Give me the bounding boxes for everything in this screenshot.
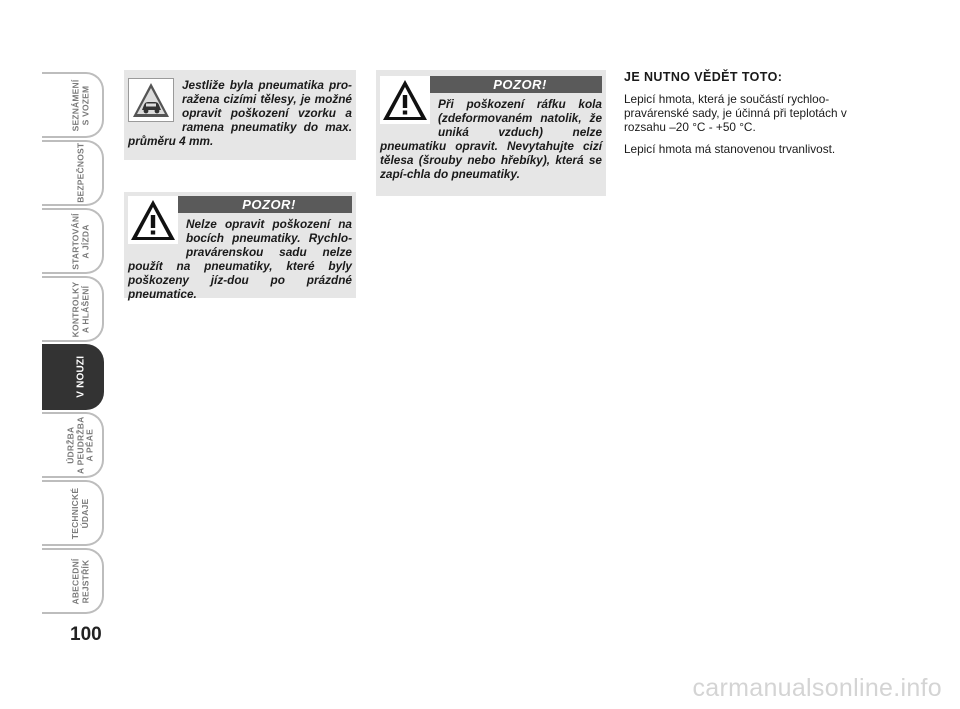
tab-kontrolky-a-hlaseni[interactable]: [42, 276, 104, 342]
info-heading: JE NUTNO VĚDĚT TOTO:: [624, 70, 783, 84]
tab-technicke-udaje[interactable]: [42, 480, 104, 546]
tab-label: SEZNÁMENÍ S VOZEM: [70, 79, 91, 131]
tab-seznameni-s-vozem[interactable]: [42, 72, 104, 138]
watermark: carmanualsonline.info: [692, 674, 942, 702]
tab-abecedni-rejstrik[interactable]: [42, 548, 104, 614]
note-text: Jestliže byla pneumatika pro-ražena cizími tělesy, je možné opravit poškození vzorku a ramena pneumatiky do max. průměru 4 mm.: [128, 78, 352, 148]
tab-udrzba[interactable]: [42, 412, 104, 478]
warning-heading: POZOR!: [128, 196, 352, 213]
warning-heading: POZOR!: [380, 76, 602, 93]
tab-v-nouzi[interactable]: [42, 344, 104, 410]
info-paragraph: Lepicí hmota má stanovenou trvanlivost.: [624, 142, 836, 156]
note-rim-damage: [376, 70, 606, 196]
tab-label: TECHNICKÉ ÚDAJE: [70, 487, 91, 539]
warning-triangle-icon: [128, 196, 178, 244]
note-side-damage: [124, 192, 356, 301]
note-text: Při poškození ráfku kola (zdeformovaném natolik, že uniká vzduch) nelze pneumatiku opravit. Nevytahujte cizí tělesa (šrouby nebo hřebíky), která se zapí-chla do pneumatiky.: [380, 97, 602, 181]
tab-label: KONTROLKY A HLÁŠENÍ: [70, 281, 91, 337]
info-section: [624, 70, 864, 164]
tab-label: ÚDRŽBA A PEUDRŽBA A PÉAE: [65, 416, 95, 474]
tab-bezpecnost[interactable]: [42, 140, 104, 206]
car-on-road-icon: [128, 78, 174, 122]
info-paragraph: Lepicí hmota, která je součástí rychloo-pravárenské sady, je účinná při teplotách v rozsahu –20 °C - +50 °C.: [624, 92, 847, 134]
page-number: 100: [70, 624, 102, 645]
tab-label: BEZPEČNOST: [75, 142, 86, 204]
tab-label: V NOUZI: [75, 356, 87, 398]
note-text: Nelze opravit poškození na bocích pneumatiky. Rychlo-pravárenskou sadu nelze použít na pneumatiky, které byly poškozeny jíz-dou po prázdné pneumatice.: [128, 217, 352, 301]
warning-triangle-icon: [380, 76, 430, 124]
tab-label: STARTOVÁNÍ A JÍZDA: [70, 212, 90, 270]
tab-startovani-a-jizda[interactable]: [42, 208, 104, 274]
tab-label: ABECEDNÍ REJSTŘÍK: [70, 558, 90, 604]
note-foreign-bodies: [124, 70, 356, 160]
